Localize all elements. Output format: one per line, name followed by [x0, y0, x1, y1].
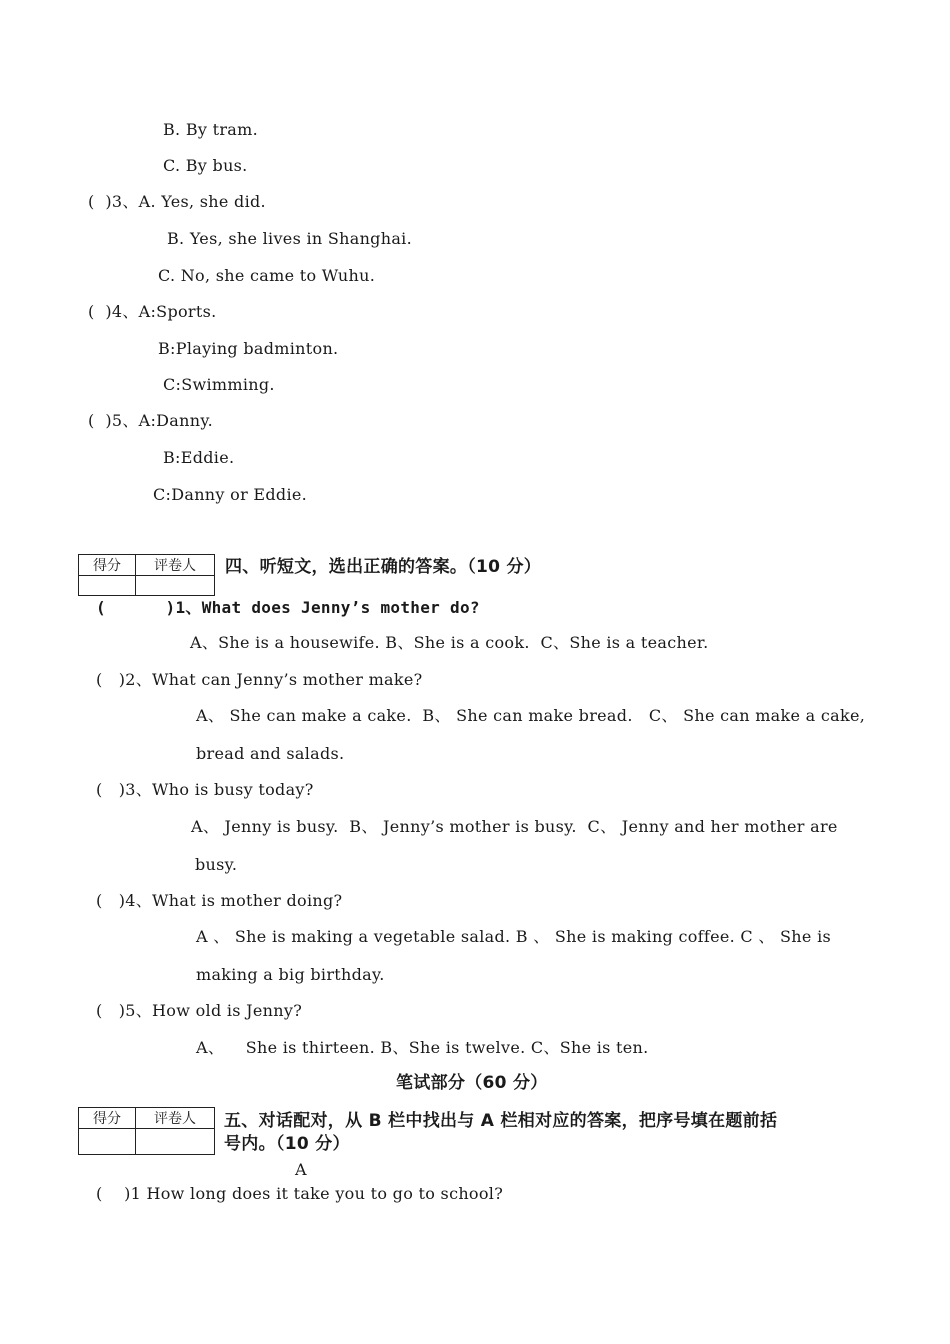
- section-title-continued: 号内。（10 分）: [224, 1134, 350, 1154]
- column-a-label: A: [295, 1160, 307, 1179]
- score-header: 得分: [79, 1108, 136, 1129]
- score-cell[interactable]: [79, 1129, 136, 1155]
- option-line: C:Danny or Eddie.: [153, 485, 308, 504]
- grader-header: 评卷人: [136, 1108, 215, 1129]
- option-line: B:Eddie.: [163, 448, 235, 467]
- score-table: [78, 1107, 215, 1155]
- question-line: ( )5、How old is Jenny?: [96, 1001, 303, 1020]
- score-table: [78, 554, 215, 596]
- question-line: ( )3、A. Yes, she did.: [88, 192, 266, 211]
- option-line: B:Playing badminton.: [158, 339, 339, 358]
- grader-cell[interactable]: [136, 1129, 215, 1155]
- grader-header: 评卷人: [136, 555, 215, 576]
- section-title: 四、听短文，选出正确的答案。（10 分）: [225, 557, 542, 577]
- option-line: B. Yes, she lives in Shanghai.: [167, 229, 412, 248]
- option-line: C:Swimming.: [163, 375, 275, 394]
- option-line: A、 She can make a cake. B、 She can make bread. C、 She can make a cake,: [196, 706, 866, 725]
- option-line: C. By bus.: [163, 156, 248, 175]
- question-line: ( )4、A:Sports.: [88, 302, 217, 321]
- question-line: ( )1、What does Jenny’s mother do?: [96, 598, 480, 617]
- option-line: A 、 She is making a vegetable salad. B 、 She is making coffee. C 、 She is: [196, 927, 831, 946]
- question-line: ( )3、Who is busy today?: [96, 780, 314, 799]
- question-line: ( )1 How long does it take you to go to school?: [96, 1184, 504, 1203]
- option-line: A、 Jenny is busy. B、 Jenny’s mother is busy. C、 Jenny and her mother are: [191, 817, 838, 836]
- part-heading: 笔试部分（60 分）: [396, 1073, 548, 1093]
- section-title: 五、对话配对，从 B 栏中找出与 A 栏相对应的答案，把序号填在题前括: [224, 1111, 778, 1131]
- option-line: A、 She is thirteen. B、She is twelve. C、She is ten.: [196, 1038, 649, 1057]
- option-line: C. No, she came to Wuhu.: [158, 266, 376, 285]
- option-line: making a big birthday.: [196, 965, 385, 984]
- option-line: A、She is a housewife. B、She is a cook. C、She is a teacher.: [190, 633, 709, 652]
- option-line: B. By tram.: [163, 120, 258, 139]
- option-line: bread and salads.: [196, 744, 345, 763]
- question-line: ( )5、A:Danny.: [88, 411, 213, 430]
- option-line: busy.: [195, 855, 238, 874]
- score-cell[interactable]: [79, 576, 136, 596]
- grader-cell[interactable]: [136, 576, 215, 596]
- score-header: 得分: [79, 555, 136, 576]
- question-line: ( )2、What can Jenny’s mother make?: [96, 670, 423, 689]
- question-line: ( )4、What is mother doing?: [96, 891, 343, 910]
